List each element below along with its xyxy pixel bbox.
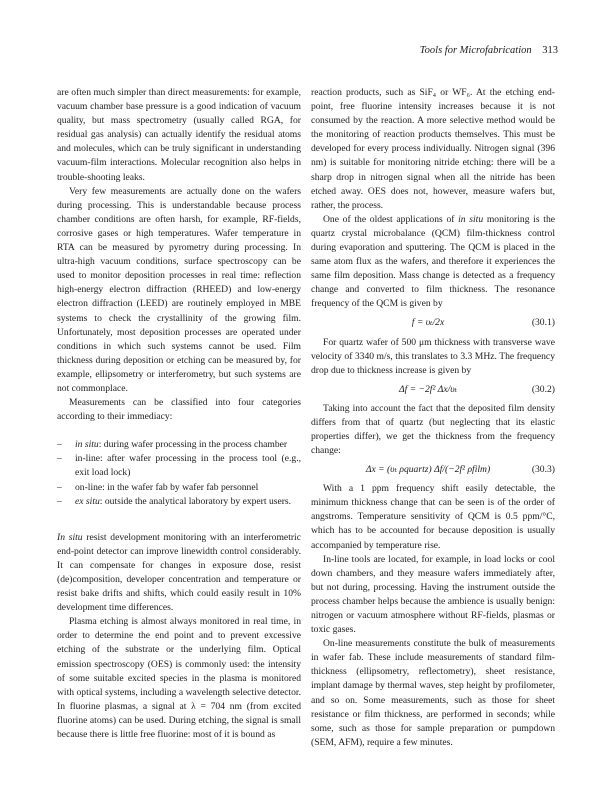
paragraph: Plasma etching is almost always monitored in real time, in order to determine the end point and to prevent excessive etching of the substrate or the underlying film. Optical emission spectroscopy (OES) is commonly used: the intensity of some suitable excited species in the plasma is monitored with optical systems, including a wavelength selective detector. In fluorine plasmas, a signal at λ = 704 nm (from excited fluorine atoms) can be used. During etching, the signal is small because there is little free fluorine: most of it is bound as [57, 616, 301, 741]
equation-number: (30.1) [531, 317, 555, 329]
running-title: Tools for Microfabrication [419, 45, 532, 56]
immediacy-list [57, 438, 301, 508]
list-text: : during wafer processing in the process chamber [98, 439, 288, 451]
list-item [57, 481, 301, 495]
term: in situ [458, 213, 484, 225]
list-marker: – [57, 439, 62, 451]
list-text: on-line: in the wafer fab by wafer fab personnel [75, 481, 259, 493]
paragraph: reaction products, such as SiF₄ or WF₆. At the etching end-point, free fluorine intensity increases because it is not consumed by the reaction. A more selective method would be the monitoring of reaction products themselves. This must be developed for every process individually. Nitrogen signal (396 nm) is suitable for monitoring nitride etching: there will be a sharp drop in nitrogen signal when all the nitride has been etched away. OES does not, however, measure wafers but, rather, the process. [311, 87, 555, 211]
list-item [57, 452, 301, 480]
spacer [57, 509, 301, 531]
equation-30-3 [311, 459, 555, 481]
left-column [57, 86, 301, 742]
list-text: : outside the analytical laboratory by expert users. [99, 495, 292, 507]
equation-expression: f = υₜ/2x [411, 317, 445, 329]
paragraph-text: resist development monitoring with an interferometric end-point detector can improve linewidth control considerably. It can compensate for changes in exposure dose, resist (de)composition, developer concentration and temperature or resist bake drifts and shifts, which could easily result in 10% development time differences. [57, 531, 301, 614]
list-marker: – [57, 481, 62, 493]
equation-30-1 [311, 313, 555, 335]
page-number: 313 [542, 45, 558, 56]
equation-30-2 [311, 379, 555, 401]
list-item [57, 495, 301, 509]
list-text: in-line: after wafer processing in the process tool (e.g., exit load lock) [75, 453, 301, 479]
paragraph: Taking into account the fact that the deposited film density differs from that of quartz (but neglecting that its elastic properties differ), we get the thickness from the frequency change: [311, 402, 555, 457]
paragraph: are often much simpler than direct measurements: for example, vacuum chamber base pressure is a good indication of vacuum quality, but mass spectrometry (usually called RGA, for residual gas analysis) can actually identify the residual atoms and molecules, which can be truly significant in understanding vacuum-film interactions. Molecular recognition also helps in trouble-shooting leaks. [57, 87, 301, 183]
paragraph: With a 1 ppm frequency shift easily detectable, the minimum thickness change that can be seen is of the order of angstroms. Temperature sensitivity of QCM is 0.5 ppm/°C, which has to be accounted for because deposition is usually accompanied by temperature rise. [311, 483, 555, 551]
paragraph: Measurements can be classified into four categories according to their immediacy: [57, 397, 301, 423]
list-term: ex situ [75, 495, 100, 507]
paragraph: On-line measurements constitute the bulk of measurements in wafer fab. These include measurements of standard film-thickness (ellipsometry, reflectometry), sheet resistance, implant damage by thermal waves, step height by profilometer, and so on. Some measurements, such as those for sheet resistance or film thickness, are performed in seconds; while some, such as those for sample preparation or pumpdown (SEM, AFM), require a few minutes. [311, 638, 555, 748]
paragraph: Very few measurements are actually done on the wafers during processing. This is understandable because process chamber conditions are often harsh, for example, RF-fields, corrosive gases or high temperatures. Wafer temperature in RTA can be measured by pyrometry during processing. In ultra-high vacuum conditions, surface spectroscopy can be used to monitor deposition processes in real time: reflection high-energy electron diffraction (RHEED) and low-energy electron diffraction (LEED) are routinely employed in MBE systems to check the crystallinity of the growing film. Unfortunately, most deposition processes are operated under conditions in which such systems cannot be used. Film thickness during deposition or etching can be measured by, for example, ellipsometry or interferometry, but such systems are not commonplace. [57, 185, 301, 394]
paragraph: In-line tools are located, for example, in load locks or cool down chambers, and they measure wafers immediately after, but not during, processing. Having the instrument outside the process chamber helps because the ambience is usually benign: nitrogen or vacuum atmosphere without RF-fields, plasmas or toxic gases. [311, 553, 555, 636]
spacer [57, 424, 301, 438]
paragraph: For quartz wafer of 500 μm thickness with transverse wave velocity of 3340 m/s, this translates to 3.3 MHz. The frequency drop due to thickness increase is given by [311, 336, 555, 376]
paragraph [311, 213, 555, 312]
equation-expression: Δx = (υₜ ρquartz) Δf/(−2f² ρfilm) [365, 464, 491, 476]
term: In situ [57, 531, 83, 543]
right-column [311, 86, 555, 750]
equation-number: (30.3) [531, 464, 555, 476]
paragraph-text: One of the oldest applications of [323, 213, 459, 225]
paragraph-text: monitoring is the quartz crystal microbalance (QCM) film-thickness control during evaporation and sputtering. The QCM is placed in the same atom flux as the wafers, and therefore it experiences the same film deposition. Mass change is detected as a frequency change and converted to film thickness. The resonance frequency of the QCM is given by [311, 213, 555, 310]
list-marker: – [57, 495, 62, 507]
list-marker: – [57, 453, 62, 465]
equation-number: (30.2) [531, 383, 555, 395]
list-item [57, 438, 301, 452]
paragraph [57, 531, 301, 616]
list-term: in situ [75, 439, 99, 451]
equation-expression: Δf = −2f² Δx/υₜ [398, 383, 458, 395]
running-header [57, 45, 558, 59]
